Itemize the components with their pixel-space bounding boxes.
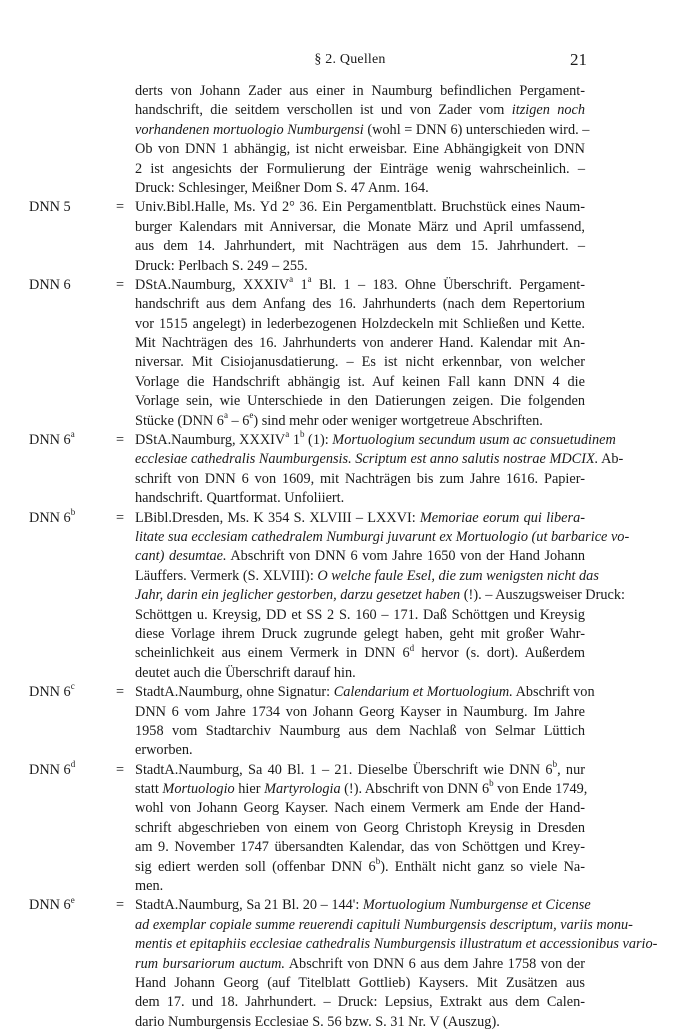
text-line bbox=[0, 450, 700, 469]
line-text: am 9. November 1747 übersandten Kalendar, das von Schöttgen und Krey- bbox=[135, 839, 585, 856]
line-text: handschrift. Quartformat. Unfoliiert. bbox=[135, 490, 345, 507]
line-text: 2 ist angesichts der Formulierung der Einträge wenig wahrscheinlich. – bbox=[135, 160, 585, 177]
text-line bbox=[0, 528, 700, 547]
text-line bbox=[0, 179, 700, 198]
entry-siglum: DNN 6e bbox=[29, 894, 75, 914]
text-line bbox=[0, 974, 700, 993]
text-line bbox=[0, 101, 700, 120]
line-text: dario Numburgensis Ecclesiae S. 56 bzw. S. 31 Nr. V (Auszug). bbox=[135, 1013, 500, 1030]
line-text: Univ.Bibl.Halle, Ms. Yd 2° 36. Ein Pergamentblatt. Bruchstück eines Naum- bbox=[135, 199, 585, 216]
text-line bbox=[0, 1013, 700, 1032]
text-line bbox=[0, 758, 700, 780]
line-text: Vorlage die Handschrift abhängig ist. Auf keinen Fall kann DNN 4 die bbox=[135, 373, 585, 390]
text-line bbox=[0, 276, 700, 295]
line-text: aus dem 14. Jahrhundert, mit Nachträgen aus dem 15. Jahrhundert. – bbox=[135, 238, 585, 255]
text-line bbox=[0, 819, 700, 838]
text-line bbox=[0, 935, 700, 954]
text-line bbox=[0, 295, 700, 314]
line-text: DStA.Naumburg, XXXIV$^a$ 1$^b$ (1): Mortuologium secundum usum ac consuetudinem bbox=[135, 429, 616, 449]
line-text: Jahr, darin ein jeglicher gestorben, darzu gesetzet haben (!). – Auszugsweiser Druck: bbox=[135, 587, 625, 604]
text-line bbox=[0, 373, 700, 392]
line-text: men. bbox=[135, 878, 164, 895]
text-line bbox=[0, 409, 700, 431]
line-text: vorhandenen mortuologio Numburgensi (wohl = DNN 6) unterschieden wird. – bbox=[135, 121, 590, 138]
text-line bbox=[0, 877, 700, 896]
text-line bbox=[0, 392, 700, 411]
text-line bbox=[0, 780, 700, 799]
line-text: deutet auch die Überschrift darauf hin. bbox=[135, 664, 356, 681]
line-text: erworben. bbox=[135, 742, 193, 759]
entry-siglum: DNN 6 bbox=[29, 276, 71, 293]
entry-siglum: DNN 6$^b$ bbox=[29, 506, 76, 526]
text-line bbox=[0, 160, 700, 179]
text-line bbox=[0, 606, 700, 625]
text-line bbox=[0, 470, 700, 489]
equals-sign: = bbox=[115, 199, 125, 216]
text-line bbox=[0, 121, 700, 140]
equals-sign: = bbox=[115, 276, 125, 293]
text-line bbox=[0, 82, 700, 101]
text-line bbox=[0, 218, 700, 237]
text-line bbox=[0, 489, 700, 508]
line-text: Hand Johann Georg (auf Titelblatt Gottlieb) Kaysers. Mit Zusätzen aus bbox=[135, 974, 585, 991]
line-text: dem 17. und 18. Jahrhundert. – Druck: Lepsius, Extrakt aus dem Calen- bbox=[135, 994, 585, 1011]
line-text: scheinlichkeit aus einem Vermerk in DNN 6$^d$ hervor (s. dort). Außerdem bbox=[135, 642, 585, 662]
line-text: burger Kalendars mit Anniversar, die Monate März und April umfassend, bbox=[135, 218, 585, 235]
line-text: litate sua ecclesiam cathedralem Numburgi juvarunt ex Mortuologio (ut barbarice vo- bbox=[135, 528, 630, 545]
running-title: § 2. Quellen bbox=[314, 52, 386, 67]
line-text: Schöttgen u. Kreysig, DD et SS 2 S. 160 – 171. Daß Schöttgen und Kreysig bbox=[135, 606, 585, 623]
document-body bbox=[0, 82, 700, 1032]
text-line bbox=[0, 625, 700, 644]
line-text: ad exemplar copiale summe reuerendi capituli Numburgensis descriptum, variis monu- bbox=[135, 916, 633, 933]
line-text: vor 1515 angelegt) in lederbezogenen Holzdeckeln mit Schließen und Kette. bbox=[135, 315, 585, 332]
equals-sign: = bbox=[115, 897, 125, 914]
text-line bbox=[0, 722, 700, 741]
line-text: niversar. Mit Cisiojanusdatierung. – Es ist nicht erkennbar, von welcher bbox=[135, 354, 585, 371]
line-text: Stücke (DNN 6$^a$ – 6e) sind mehr oder weniger wortgetreue Abschriften. bbox=[135, 409, 543, 429]
text-line bbox=[0, 993, 700, 1012]
line-text: handschrift aus dem Anfang des 16. Jahrhunderts (nach dem Repertorium bbox=[135, 296, 585, 313]
text-line bbox=[0, 353, 700, 372]
text-line bbox=[0, 741, 700, 760]
page-number: 21 bbox=[570, 50, 587, 69]
text-line bbox=[0, 855, 700, 877]
text-line bbox=[0, 198, 700, 217]
line-text: DStA.Naumburg, XXXIV$^a$ 1$^a$ Bl. 1 – 183. Ohne Überschrift. Pergament- bbox=[135, 274, 585, 293]
text-line bbox=[0, 586, 700, 605]
entry-siglum: DNN 6$^d$ bbox=[29, 758, 76, 778]
line-text: schrift abgeschrieben von einem von Georg Christoph Kreysig in Dresden bbox=[135, 819, 585, 836]
text-line bbox=[0, 567, 700, 586]
running-head bbox=[0, 50, 700, 72]
text-line bbox=[0, 334, 700, 353]
text-line bbox=[0, 664, 700, 683]
line-text: statt Mortuologio hier Martyrologia (!). Abschrift von DNN 6$^b$ von Ende 1749, bbox=[135, 778, 588, 798]
text-line bbox=[0, 140, 700, 159]
entry-siglum: DNN 6$^a$ bbox=[29, 429, 75, 449]
text-line bbox=[0, 916, 700, 935]
entry-siglum: DNN 6$^c$ bbox=[29, 681, 75, 701]
text-line bbox=[0, 506, 700, 528]
equals-sign: = bbox=[115, 432, 125, 449]
line-text: diese Vorlage ihrem Druck zugrunde gelegt haben, geht mit großer Wahr- bbox=[135, 625, 585, 642]
text-line bbox=[0, 644, 700, 663]
line-text: Druck: Perlbach S. 249 – 255. bbox=[135, 257, 308, 274]
line-text: Läuffers. Vermerk (S. XLVIII): O welche faule Esel, die zum wenigsten nicht das bbox=[135, 567, 599, 584]
equals-sign: = bbox=[115, 761, 125, 778]
text-line bbox=[0, 955, 700, 974]
line-text: wohl von Johann Georg Kayser. Nach einem Vermerk am Ende der Hand- bbox=[135, 800, 585, 817]
text-line bbox=[0, 257, 700, 276]
text-line bbox=[0, 799, 700, 818]
text-line bbox=[0, 896, 700, 915]
text-line bbox=[0, 315, 700, 334]
text-line bbox=[0, 683, 700, 702]
line-text: 1958 vom Stadtarchiv Naumburg aus dem Nachlaß von Selmar Lüttich bbox=[135, 722, 585, 739]
text-line bbox=[0, 838, 700, 857]
text-line bbox=[0, 431, 700, 450]
equals-sign: = bbox=[115, 684, 125, 701]
line-text: DNN 6 vom Jahre 1734 von Johann Georg Kayser in Naumburg. Im Jahre bbox=[135, 703, 585, 720]
line-text: StadtA.Naumburg, Sa 40 Bl. 1 – 21. Dieselbe Überschrift wie DNN 6$^b$, nur bbox=[135, 758, 585, 778]
text-line bbox=[0, 547, 700, 566]
entry-siglum: DNN 5 bbox=[29, 199, 71, 216]
line-text: handschrift, die seitdem verschollen ist und von Zader vom itzigen noch bbox=[135, 102, 585, 119]
line-text: StadtA.Naumburg, ohne Signatur: Calendarium et Mortuologium. Abschrift von bbox=[135, 684, 595, 701]
line-text: sig ediert werden soll (offenbar DNN 6$^b$). Enthält nicht ganz so viele Na- bbox=[135, 855, 585, 875]
line-text: LBibl.Dresden, Ms. K 354 S. XLVIII – LXXVI: Memoriae eorum qui libera- bbox=[135, 509, 585, 526]
line-text: schrift von DNN 6 von 1609, mit Nachträgen bis zum Jahre 1616. Papier- bbox=[135, 470, 585, 487]
text-line bbox=[0, 703, 700, 722]
line-text: cant) desumtae. Abschrift von DNN 6 vom Jahre 1650 von der Hand Johann bbox=[135, 548, 585, 565]
line-text: Mit Nachträgen des 16. Jahrhunderts von anderer Hand. Kalendar mit An- bbox=[135, 335, 585, 352]
line-text: derts von Johann Zader aus einer in Naumburg befindlichen Pergament- bbox=[135, 83, 585, 99]
line-text: rum bursariorum auctum. Abschrift von DNN 6 aus dem Jahre 1758 von der bbox=[135, 955, 585, 972]
text-line bbox=[0, 237, 700, 256]
line-text: Vorlage sein, wie Unterschiede in den Datierungen zeigen. Die folgenden bbox=[135, 393, 585, 410]
line-text: StadtA.Naumburg, Sa 21 Bl. 20 – 144': Mortuologium Numburgense et Cicense bbox=[135, 897, 591, 914]
line-text: Druck: Schlesinger, Meißner Dom S. 47 Anm. 164. bbox=[135, 179, 429, 196]
equals-sign: = bbox=[115, 509, 125, 526]
line-text: ecclesiae cathedralis Naumburgensis. Scriptum est anno salutis nostrae MDCIX. Ab- bbox=[135, 451, 624, 468]
line-text: Ob von DNN 1 abhängig, ist nicht erweisbar. Eine Abhängigkeit von DNN bbox=[135, 141, 585, 158]
line-text: mentis et epitaphiis ecclesiae cathedralis Numburgensis illustratum et accessionibus vario- bbox=[135, 936, 658, 953]
